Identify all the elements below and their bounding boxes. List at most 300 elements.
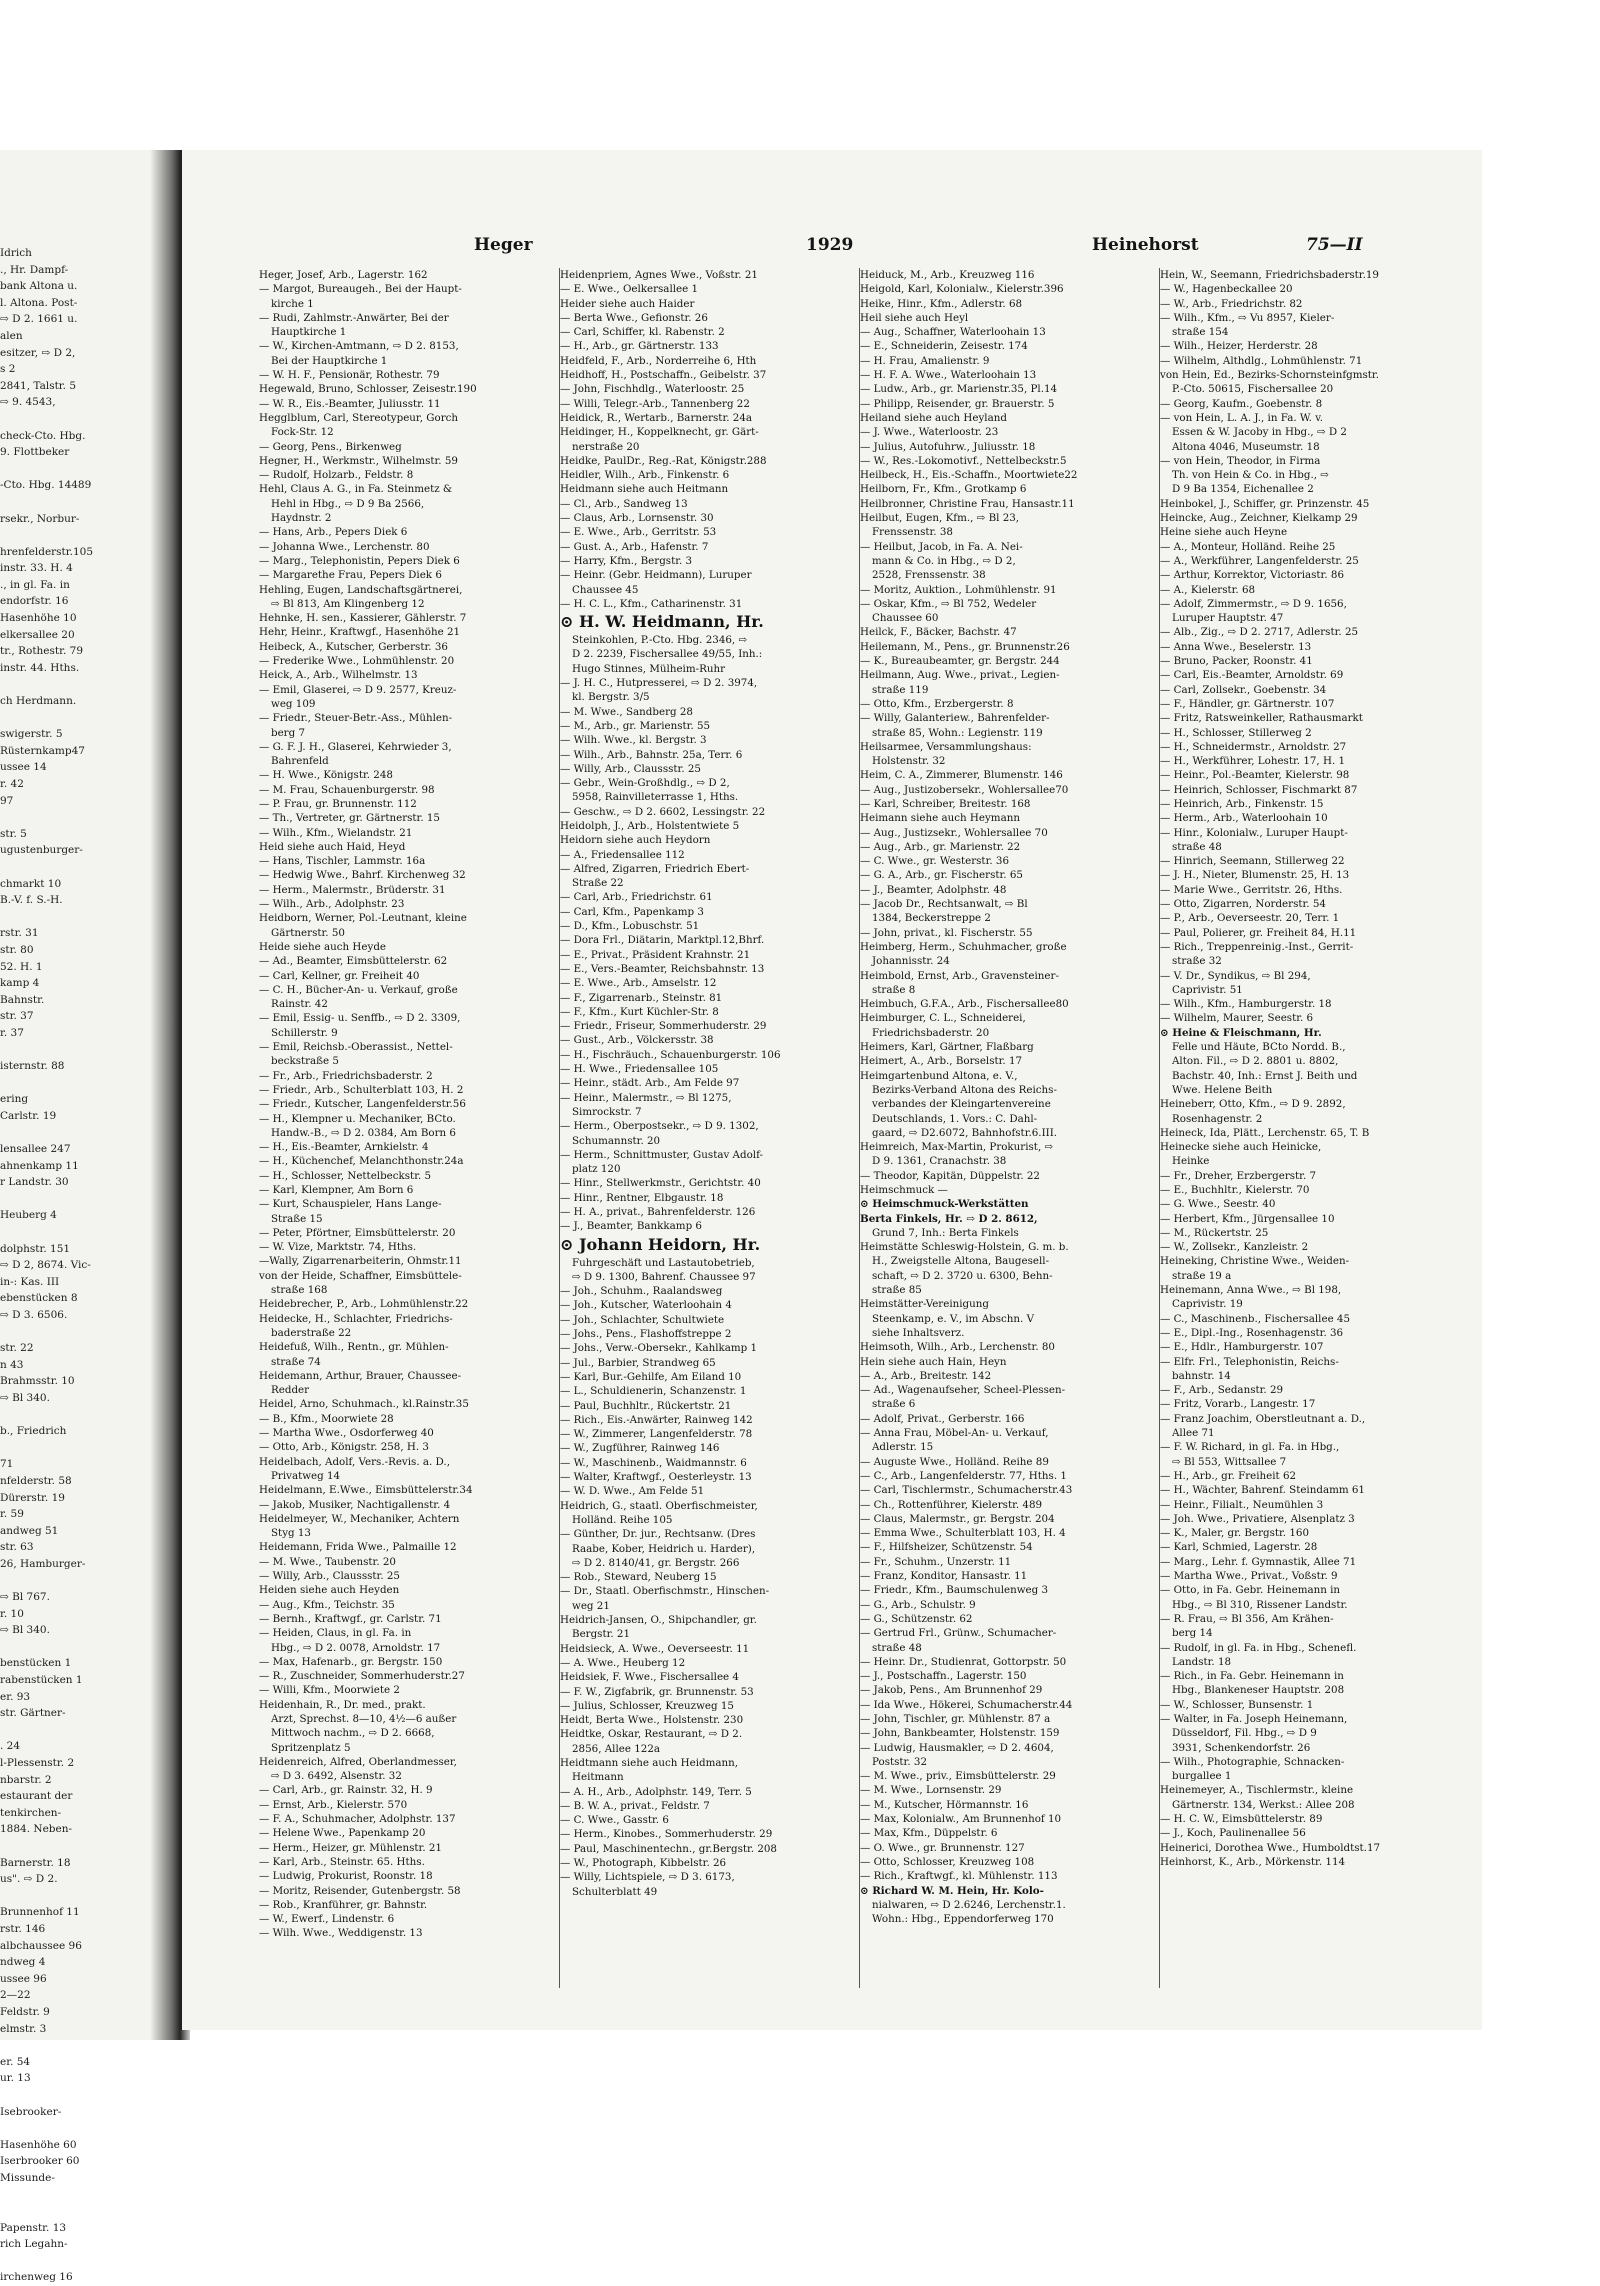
directory-entry: — Aug., Schaffner, Waterloohain 13 [860,326,1046,339]
entry-continuation-line: berg 7 [271,726,306,739]
facing-page-line: . 24 [0,1740,21,1753]
directory-entry: — Gertrud Frl., Grünw., Schumacher- [860,1627,1057,1640]
entry-continuation-line: 3931, Schenkendorfstr. 26 [1172,1741,1311,1754]
directory-entry: — Emma Wwe., Schulterblatt 103, H. 4 [860,1527,1066,1540]
entry-continuation-line: H., Zweigstelle Altona, Baugesell- [872,1255,1050,1268]
directory-entry: — Hedwig Wwe., Bahrf. Kirchenweg 32 [259,869,466,882]
facing-page-line: elkersallee 20 [0,628,75,641]
directory-entry: — M. Wwe., Sandberg 28 [560,705,693,718]
directory-entry: — B. W. A., privat., Feldstr. 7 [560,1799,710,1812]
facing-page-line: nfelderstr. 58 [0,1474,72,1487]
directory-entry: — F., Hilfsheizer, Schützenstr. 54 [860,1541,1033,1554]
directory-entry: — Carl, Arb., gr. Rainstr. 32, H. 9 [259,1784,433,1797]
directory-entry: — Emil, Essig- u. Senffb., ⇨ D 2. 3309, [259,1012,461,1025]
facing-page-line: str. 22 [0,1342,34,1355]
directory-entry: — H. Wwe., Königstr. 248 [259,769,393,782]
facing-page-line: ⇨ D 2, 8674. Vic- [0,1259,91,1272]
directory-entry: — H., Schneidermstr., Arnoldstr. 27 [1160,740,1347,753]
facing-page-line [0,859,170,876]
directory-entry: — W., Ewerf., Lindenstr. 6 [259,1913,395,1926]
facing-page-line: Idrich [0,247,32,259]
directory-entry: — Otto, Arb., Königstr. 258, H. 3 [259,1441,429,1454]
head-last-entry: Heinehorst [1092,235,1199,255]
entry-continuation-line: Johannisstr. 24 [872,955,950,968]
entry-continuation-line: Chaussee 45 [572,583,639,596]
directory-entry: — Wilh., Kfm., Wielandstr. 21 [259,826,413,839]
directory-entry: — H. A., privat., Bahrenfelderstr. 126 [560,1206,756,1218]
directory-entry: — A., Friedensallee 112 [560,848,685,861]
directory-entry: Heidler, Wilh., Arb., Finkenstr. 6 [560,469,730,482]
directory-entry: Heilsarmee, Versammlungshaus: [860,740,1032,753]
directory-entry: — von Hein, L. A. J., in Fa. W. v. [1160,411,1324,424]
directory-entry: — H., Schlosser, Stillerweg 2 [1160,726,1312,739]
directory-entry: Heiland siehe auch Heyland [860,411,1007,424]
entry-continuation-line: weg 109 [271,697,316,710]
facing-page-line [0,1639,170,1656]
directory-entry: — Adolf, Privat., Gerberstr. 166 [860,1412,1025,1425]
directory-entry: Heimert, A., Arb., Borselstr. 17 [860,1055,1023,1068]
facing-page-line: andweg 51 [0,1524,59,1537]
directory-entry: — A., Monteur, Holländ. Reihe 25 [1160,540,1336,553]
entry-continuation-line: gaard, ⇨ D2.6072, Bahnhofstr.6.III. [872,1126,1058,1139]
directory-entry: — Th., Vertreter, gr. Gärtnerstr. 15 [259,812,440,825]
facing-page-line [0,1124,170,1141]
directory-entry: — C. H., Bücher-An- u. Verkauf, große [259,983,458,996]
facing-page-line: ⇨ Bl 340. [0,1391,50,1404]
facing-page-line [0,909,170,926]
directory-entry: — F. A., Schuhmacher, Adolphstr. 137 [259,1813,456,1826]
directory-entry: — Rich., in Fa. Gebr. Heinemann in [1160,1670,1344,1683]
directory-entry: Heimberg, Herm., Schuhmacher, große [860,940,1067,953]
facing-page-line: chmarkt 10 [0,877,62,890]
directory-entry: Heimreich, Max-Martin, Prokurist, ⇨ [860,1141,1054,1154]
directory-entry: Heilbut, Eugen, Kfm., ⇨ Bl 23, [860,512,1020,525]
directory-entry: — H. Frau, Amalienstr. 9 [860,354,990,367]
facing-page-line: Iserbrooker 60 [0,2155,80,2168]
facing-page-line [0,461,170,478]
directory-entry: — F., Kfm., Kurt Küchler-Str. 8 [560,1005,719,1018]
facing-page-line: 71 [0,1458,14,1471]
directory-entry: — W., Kirchen-Amtmann, ⇨ D 2. 8153, [259,340,459,353]
directory-entry: — H., Eis.-Beamter, Arnkielstr. 4 [259,1141,429,1154]
entry-continuation-line: schaft, ⇨ D 2. 3720 u. 6300, Behn- [872,1269,1053,1282]
facing-page-line: ussee 96 [0,1972,47,1985]
directory-entry: — Elfr. Frl., Telephonistin, Reichs- [1160,1355,1339,1368]
directory-entry: — W. D. Wwe., Am Felde 51 [560,1485,705,1498]
directory-entry: — Ludwig, Prokurist, Roonstr. 18 [259,1870,433,1883]
directory-entry: — Fr., Arb., Friedrichsbaderstr. 2 [259,1069,433,1082]
facing-page-line: benstücken 1 [0,1657,72,1670]
directory-entry: — W. H. F., Pensionär, Rothestr. 79 [259,369,440,382]
directory-entry: — Friedr., Kfm., Baumschulenweg 3 [860,1584,1049,1597]
directory-entry: Heidtmann siehe auch Heidmann, [560,1756,739,1769]
facing-page-line: s 2 [0,363,16,376]
directory-entry: — W. Vize, Marktstr. 74, Hths. [259,1241,417,1254]
directory-entry: — Ad., Wagenaufseher, Scheel-Plessen- [860,1384,1066,1397]
directory-entry: Heibeck, A., Kutscher, Gerberstr. 36 [259,640,448,653]
directory-entry: Heidemann, Frida Wwe., Palmaille 12 [259,1541,457,1554]
directory-entry: Heimbuch, G.F.A., Arb., Fischersallee80 [860,998,1069,1011]
directory-column-3 [859,268,1135,1988]
directory-entry: Heil siehe auch Heyl [860,311,969,324]
directory-entry: — Wilh., Photographie, Schnacken- [1160,1755,1345,1768]
facing-page-line: instr. 44. Hths. [0,661,80,674]
directory-entry: Heinemann, Anna Wwe., ⇨ Bl 198, [1160,1284,1342,1297]
directory-entry: — Moritz, Auktion., Lohmühlenstr. 91 [860,583,1057,596]
facing-page-line [0,1573,170,1590]
directory-entry: — O. Wwe., gr. Brunnenstr. 127 [860,1841,1025,1854]
facing-page-line: r. 10 [0,1607,24,1620]
directory-entry: — Karl, Bur.-Gehilfe, Am Eiland 10 [560,1370,742,1383]
directory-entry: — Friedr., Arb., Schulterblatt 103, H. 2 [259,1083,464,1096]
directory-entry: — Claus, Arb., Lornsenstr. 30 [560,512,714,525]
directory-entry: — Margarethe Frau, Pepers Diek 6 [259,569,442,582]
entry-continuation-line: siehe Inhaltsverz. [872,1326,965,1339]
directory-entry: — Walter, in Fa. Joseph Heinemann, [1160,1712,1348,1725]
facing-page-text [0,245,170,2286]
directory-entry: ⊙ Heimschmuck-Werkstätten [860,1198,1029,1211]
directory-entry: — Friedr., Steuer-Betr.-Ass., Mühlen- [259,712,453,725]
directory-entry: — Joh. Wwe., Privatiere, Alsenplatz 3 [1160,1512,1355,1525]
directory-entry: — H., Wächter, Bahrenf. Steindamm 61 [1160,1484,1365,1497]
directory-entry: — H., Klempner u. Mechaniker, BCto. [259,1112,456,1125]
directory-entry: — Herm., Schnittmuster, Gustav Adolf- [560,1148,764,1161]
directory-entry: — Aug., Justizsekr., Wohlersallee 70 [860,826,1048,839]
entry-continuation-line: Steinkohlen, P.-Cto. Hbg. 2346, ⇨ [572,634,748,647]
facing-page-line: rsekr., Norbur- [0,512,80,525]
directory-entry: — M. Frau, Schauenburgerstr. 98 [259,783,435,796]
facing-page-line: r. 42 [0,778,24,790]
directory-entry: Heidemann, Arthur, Brauer, Chaussee- [259,1369,462,1382]
entry-continuation-line: Luruper Hauptstr. 47 [1172,612,1284,625]
directory-entry: — John, Fischhdlg., Waterloostr. 25 [560,383,745,396]
directory-entry: Heidenreich, Alfred, Oberlandmesser, [259,1755,457,1768]
facing-page-line: 26, Hamburger- [0,1557,86,1570]
directory-entry: — Geschw., ⇨ D 2. 6602, Lessingstr. 22 [560,805,766,818]
facing-page-line: ndweg 4 [0,1956,46,1969]
directory-entry: — H., Fischräuch., Schauenburgerstr. 106 [560,1048,781,1061]
facing-page-line: check-Cto. Hbg. [0,429,86,442]
directory-entry: Heim, C. A., Zimmerer, Blumenstr. 146 [860,769,1063,782]
directory-entry: Heidrich, G., staatl. Oberfischmeister, [560,1499,758,1512]
entry-continuation-line: Hugo Stinnes, Mülheim-Ruhr [572,662,726,675]
directory-entry: — Heiden, Claus, in gl. Fa. in [259,1627,412,1640]
directory-entry: Heidhoff, H., Postschaffn., Geibelstr. 37 [560,369,767,382]
directory-entry: — M. Wwe., priv., Eimsbüttelerstr. 29 [860,1770,1056,1783]
entry-continuation-line: Schulterblatt 49 [572,1885,658,1898]
directory-entry: — John, Bankbeamter, Holstenstr. 159 [860,1727,1060,1740]
directory-entry: — Hinr., Stellwerkmstr., Gerichtstr. 40 [560,1177,761,1190]
entry-continuation-line: straße 85 [872,1284,922,1297]
directory-entry: — Paul, Polierer, gr. Freiheit 84, H.11 [1160,926,1357,939]
entry-continuation-line: Alton. Fil., ⇨ D 2. 8801 u. 8802, [1172,1055,1339,1068]
entry-continuation-line: Privatweg 14 [271,1469,341,1482]
facing-page-line: ussee 14 [0,761,47,774]
facing-page-line: rich Legahn- [0,2238,68,2251]
directory-entry: — Carl, Schiffer, kl. Rabenstr. 2 [560,326,725,339]
directory-entry: — Paul, Maschinentechn., gr.Bergstr. 208 [560,1842,777,1855]
facing-page-line: -Cto. Hbg. 14489 [0,479,92,492]
entry-continuation-line: Düsseldorf, Fil. Hbg., ⇨ D 9 [1172,1727,1317,1740]
directory-entry: Heidelmeyer, W., Mechaniker, Achtern [259,1512,460,1525]
directory-entry: Heimers, Karl, Gärtner, Flaßbarg [860,1041,1034,1054]
entry-continuation-line: straße 85, Wohn.: Legienstr. 119 [872,726,1043,739]
directory-entry: — Arthur, Korrektor, Victoriastr. 86 [1160,569,1345,582]
entry-continuation-line: Holstenstr. 32 [872,755,946,768]
entry-continuation-line: beckstraße 5 [271,1055,339,1068]
facing-page-line: 2841, Talstr. 5 [0,379,77,392]
directory-entry: — Carl, Zollsekr., Goebenstr. 34 [1160,683,1327,696]
directory-entry: — Willy, Galanteriew., Bahrenfelder- [860,712,1050,725]
directory-entry: — Gebr., Wein-Großhdlg., ⇨ D 2, [560,777,730,790]
directory-entry: — Heinr., Malermstr., ⇨ Bl 1275, [560,1091,732,1104]
entry-continuation-line: straße 6 [872,1398,916,1411]
directory-entry: — Hinr., Rentner, Elbgaustr. 18 [560,1191,724,1204]
directory-entry: — L., Schuldienerin, Schanzenstr. 1 [560,1385,747,1398]
directory-entry: — Julius, Schlosser, Kreuzweg 15 [560,1699,734,1712]
directory-entry: — M. Wwe., Lornsenstr. 29 [860,1784,1002,1797]
directory-entry: — Martha Wwe., Osdorferweg 40 [259,1427,434,1440]
facing-page-line: b., Friedrich [0,1425,67,1438]
directory-entry: Heineberr, Otto, Kfm., ⇨ D 9. 2892, [1160,1098,1346,1111]
directory-entry: — E., Dipl.-Ing., Rosenhagenstr. 36 [1160,1326,1344,1339]
directory-entry: — Jakob, Pens., Am Brunnenhof 29 [860,1684,1043,1697]
facing-page-line: str. 5 [0,827,27,840]
facing-page-line: bank Altona u. [0,280,78,293]
facing-page-line: albchaussee 96 [0,1939,82,1952]
directory-entry: — H. Wwe., Friedensallee 105 [560,1063,719,1076]
facing-page-line: Feldstr. 9 [0,2005,50,2018]
facing-page-line: rabenstücken 1 [0,1674,83,1687]
directory-entry: — Max, Kfm., Düppelstr. 6 [860,1827,998,1840]
facing-page-line [0,1407,170,1424]
directory-entry: Heidecke, H., Schlachter, Friedrichs- [259,1312,453,1325]
entry-continuation-line: Rosenhagenstr. 2 [1172,1112,1263,1125]
facing-page-line: tr., Rothestr. 79 [0,645,84,658]
directory-entry: Heidenhain, R., Dr. med., prakt. [259,1698,426,1711]
directory-entry: Heilborn, Fr., Kfm., Grotkamp 6 [860,483,1027,496]
directory-entry: Heidrich-Jansen, O., Shipchandler, gr. [560,1614,757,1627]
entry-continuation-line: mann & Co. in Hbg., ⇨ D 2, [872,554,1016,567]
entry-continuation-line: Raabe, Kober, Heidrich u. Harder), [572,1542,756,1555]
directory-entry: — Günther, Dr. jur., Rechtsanw. (Dres [560,1528,756,1541]
facing-page-line: isternstr. 88 [0,1060,65,1073]
facing-page-line: n 43 [0,1358,24,1371]
directory-entry: — Anna Frau, Möbel-An- u. Verkauf, [860,1427,1049,1440]
directory-entry: — Rob., Steward, Neuberg 15 [560,1571,717,1584]
directory-entry: — Fr., Dreher, Erzbergerstr. 7 [1160,1169,1317,1182]
directory-entry: Heimann siehe auch Heymann [860,812,1020,825]
directory-entry: — Otto, Schlosser, Kreuzweg 108 [860,1855,1035,1868]
directory-entry: — Rich., Eis.-Anwärter, Rainweg 142 [560,1413,753,1426]
directory-entry: — A., Werkführer, Langenfelderstr. 25 [1160,554,1359,567]
entry-continuation-line: Chaussee 60 [872,612,939,625]
facing-page-line: 2—22 [0,1989,31,2002]
directory-entry: Heidel, Arno, Schuhmach., kl.Rainstr.35 [259,1398,469,1411]
directory-entry: — Helene Wwe., Papenkamp 20 [259,1827,426,1840]
facing-page-line: us". ⇨ D 2. [0,1873,58,1886]
directory-entry: — H. C. W., Eimsbüttelerstr. 89 [1160,1813,1323,1826]
entry-continuation-line: straße 48 [872,1641,922,1654]
directory-entry: — Wilh., Kfm., Hamburgerstr. 18 [1160,998,1332,1011]
entry-continuation-line: ⇨ Bl 813, Am Klingenberg 12 [271,597,425,610]
directory-entry: ⊙ Johann Heidorn, Hr. [560,1234,761,1254]
directory-entry: — H., Schlosser, Nettelbeckstr. 5 [259,1169,432,1182]
directory-entry: Heiduck, M., Arb., Kreuzweg 116 [860,269,1035,281]
directory-entry: — F., Händler, gr. Gärtnerstr. 107 [1160,697,1335,710]
directory-entry: — John, privat., kl. Fischerstr. 55 [860,926,1033,939]
directory-entry: — Herm., Oberpostsekr., ⇨ D 9. 1302, [560,1120,759,1133]
directory-entry: — Wilhelm, Althdlg., Lohmühlenstr. 71 [1160,354,1363,367]
entry-continuation-line: Steenkamp, e. V., im Abschn. V [872,1312,1035,1325]
directory-entry: — A. H., Arb., Adolphstr. 149, Terr. 5 [560,1785,752,1798]
facing-page-line [0,494,170,511]
facing-page-line: ⇨ D 3. 6506. [0,1309,68,1321]
facing-page-line [0,2253,170,2270]
directory-entry: Heide siehe auch Heyde [259,940,387,953]
directory-entry: — Walter, Kraftwgf., Oesterleystr. 13 [560,1471,752,1484]
directory-entry: Heimsoth, Wilh., Arb., Lerchenstr. 80 [860,1341,1055,1354]
entry-continuation-line: Hbg., Blankeneser Hauptstr. 208 [1172,1684,1345,1697]
entry-continuation-line: baderstraße 22 [271,1326,352,1339]
directory-entry: — Bruno, Packer, Roonstr. 41 [1160,655,1313,668]
directory-entry: — Wilhelm, Maurer, Seestr. 6 [1160,1012,1314,1025]
facing-page-line [0,676,170,693]
directory-entry: — Theodor, Kapitän, Düppelstr. 22 [860,1169,1040,1182]
facing-page-line: ⇨ 9. 4543, [0,396,56,409]
directory-entry: — Dora Frl., Diätarin, Marktpl.12,Bhrf. [560,934,765,947]
entry-continuation-line: straße 74 [271,1355,321,1368]
directory-entry: — Carl, Tischlermstr., Schumacherstr.43 [860,1484,1073,1497]
entry-continuation-line: straße 32 [1172,955,1222,968]
facing-page-line [0,1191,170,1208]
directory-entry: — Rudolf, in gl. Fa. in Hbg., Schenefl. [1160,1641,1357,1654]
facing-page-line: ⇨ Bl 340. [0,1624,50,1637]
facing-page-line: Rüsternkamp47 [0,744,85,757]
directory-entry: — Herm., Malermstr., Brüderstr. 31 [259,883,446,896]
directory-entry: Hegglblum, Carl, Stereotypeur, Gorch [259,411,459,424]
directory-entry: Heimstätte Schleswig-Holstein, G. m. b. [860,1241,1069,1254]
entry-continuation-line: nialwaren, ⇨ D 2.6246, Lerchenstr.1. [872,1898,1066,1911]
directory-entry: — Johs., Pens., Flashoffstreppe 2 [560,1328,732,1341]
directory-entry: — P. Frau, gr. Brunnenstr. 112 [259,797,417,810]
entry-continuation-line: Heitmann [572,1771,624,1784]
facing-page-line: ur. 13 [0,2072,31,2085]
directory-entry: — Berta Wwe., Gefionstr. 26 [560,311,708,324]
facing-page-line: B.-V. f. S.-H. [0,894,63,907]
directory-entry: Heidtke, Oskar, Restaurant, ⇨ D 2. [560,1728,743,1741]
directory-entry: — E. Wwe., Oelkersallee 1 [560,283,699,296]
entry-continuation-line: Holländ. Reihe 105 [572,1513,673,1526]
directory-entry: — G., Schützenstr. 62 [860,1612,973,1625]
facing-page-line [0,1224,170,1241]
facing-page-line [0,1838,170,1855]
entry-continuation-line: Fock-Str. 12 [271,426,334,439]
directory-entry: — Hans, Tischler, Lammstr. 16a [259,855,426,868]
facing-page-line [0,1440,170,1457]
entry-continuation-line: Heinke [1172,1155,1210,1168]
directory-entry: — W., Hagenbeckallee 20 [1160,283,1293,296]
entry-continuation-line: Poststr. 32 [872,1755,927,1768]
entry-continuation-line: Handw.-B., ⇨ D 2. 0384, Am Born 6 [271,1126,456,1139]
directory-entry: — W. R., Eis.-Beamter, Juliusstr. 11 [259,397,441,410]
directory-entry: — Rudi, Zahlmstr.-Anwärter, Bei der [259,311,449,324]
facing-page-line: Carlstr. 19 [0,1109,57,1122]
entry-continuation-line: Adlerstr. 15 [872,1441,934,1454]
directory-entry: — K., Maler, gr. Bergstr. 160 [1160,1527,1310,1540]
directory-entry: Heimbold, Ernst, Arb., Gravensteiner- [860,969,1059,982]
facing-page-line: dolphstr. 151 [0,1242,71,1255]
directory-entry: — Jacob Dr., Rechtsanwalt, ⇨ Bl [860,898,1028,911]
directory-entry: Heidsieck, A. Wwe., Oeverseestr. 11 [560,1642,750,1655]
directory-entry: von Hein, Ed., Bezirks-Schornsteinfgmstr. [1160,369,1379,382]
entry-continuation-line: Th. von Hein & Co. in Hbg., ⇨ [1172,469,1329,482]
entry-continuation-line: D 9. 1361, Cranachstr. 38 [872,1155,1007,1168]
directory-entry: — Willy, Arb., Claussstr. 25 [259,1570,400,1583]
facing-page-line: estaurant der [0,1790,73,1803]
directory-entry: Hehr, Heinr., Kraftwgf., Hasenhöhe 21 [259,626,461,639]
directory-entry: Hegewald, Bruno, Schlosser, Zeisestr.190 [259,383,477,396]
directory-entry: Heider siehe auch Haider [560,297,695,310]
facing-page-line [0,527,170,544]
facing-page-line: 97 [0,794,14,807]
facing-page-line: rstr. 146 [0,1922,46,1935]
facing-page-line [0,1075,170,1092]
entry-continuation-line: burgallee 1 [1172,1770,1232,1783]
facing-page-line: swigerstr. 5 [0,728,63,741]
directory-entry: — Hinr., Kolonialw., Luruper Haupt- [1160,826,1348,839]
entry-continuation-line: Bahrenfeld [271,755,329,768]
directory-entry: — Willi, Kfm., Moorwiete 2 [259,1684,400,1697]
facing-page-line [0,2203,170,2220]
entry-continuation-line: Grund 7, Inh.: Berta Finkels [872,1226,1019,1239]
directory-entry: — J., Beamter, Adolphstr. 48 [860,883,1007,896]
directory-entry: — Adolf, Zimmermstr., ⇨ D 9. 1656, [1160,597,1347,610]
directory-entry: — W., Zugführer, Rainweg 146 [560,1442,720,1455]
head-year: 1929 [806,235,854,255]
directory-entry: — Bernh., Kraftwgf., gr. Carlstr. 71 [259,1612,442,1625]
facing-page-line: ebenstücken 8 [0,1292,78,1305]
directory-entry: Hehl, Claus A. G., in Fa. Steinmetz & [259,483,453,496]
directory-entry: — G., Arb., Schulstr. 9 [860,1598,976,1611]
directory-entry: Heimstätter-Vereinigung [860,1298,989,1311]
directory-entry: — Heinr. (Gebr. Heidmann), Luruper [560,569,752,582]
facing-page-line: instr. 33. H. 4 [0,562,73,575]
directory-entry: — Auguste Wwe., Holländ. Reihe 89 [860,1455,1049,1468]
directory-entry: — Max, Kolonialw., Am Brunnenhof 10 [860,1813,1062,1826]
entry-continuation-line: weg 21 [572,1599,610,1612]
directory-entry: Heilmann, Aug. Wwe., privat., Legien- [860,669,1060,682]
directory-entry: — W., Photograph, Kibbelstr. 26 [560,1857,727,1870]
facing-page-line [0,411,170,428]
directory-entry: — G. F. J. H., Glaserei, Kehrwieder 3, [259,740,452,753]
entry-continuation-line: 2856, Allee 122a [572,1742,661,1755]
facing-page-line: irchenweg 16 [0,2271,73,2284]
entry-continuation-line: P.-Cto. 50615, Fischersallee 20 [1172,383,1334,396]
facing-page-line [0,1722,170,1739]
directory-entry: — M. Wwe., Taubenstr. 20 [259,1555,396,1568]
directory-entry: — W., Maschinenb., Waidmannstr. 6 [560,1456,747,1469]
directory-entry: Heidefuß, Wilh., Rentn., gr. Mühlen- [259,1341,449,1354]
directory-entry: — Heilbut, Jacob, in Fa. A. Nei- [860,540,1023,553]
directory-columns [259,268,1459,1988]
entry-continuation-line: Simrockstr. 7 [572,1105,642,1118]
facing-page-line: hrenfelderstr.105 [0,545,94,558]
facing-page-line: 9. Flottbeker [0,446,70,459]
directory-entry: — Max, Hafenarb., gr. Bergstr. 150 [259,1655,443,1668]
directory-entry: Heimschmuck — [860,1184,948,1196]
directory-entry: — M., Kutscher, Hörmannstr. 16 [860,1798,1029,1811]
